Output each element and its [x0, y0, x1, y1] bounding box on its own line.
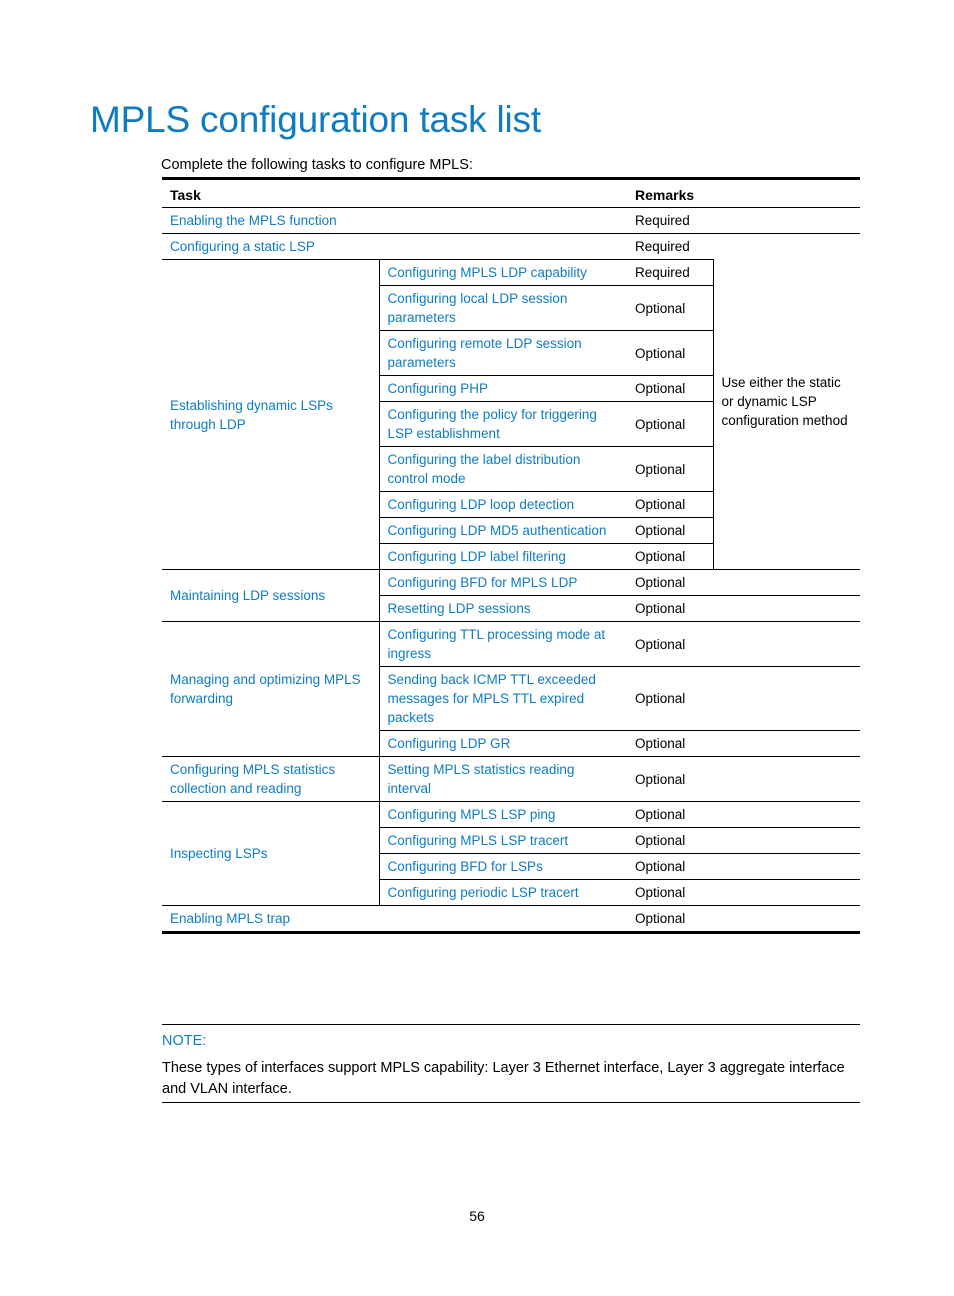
subtask-link[interactable]: Configuring BFD for LSPs — [387, 859, 543, 874]
table-row — [162, 757, 860, 802]
subtask-link[interactable]: Configuring LDP loop detection — [387, 497, 575, 512]
subtask-link[interactable]: Configuring LDP label filtering — [387, 549, 566, 564]
subtask-link[interactable]: Configuring PHP — [387, 381, 489, 396]
remark-cell: Optional — [627, 667, 713, 731]
table-row — [162, 208, 860, 234]
task-link[interactable]: Enabling MPLS trap — [170, 911, 291, 926]
subtask-cell — [379, 622, 627, 667]
subtask-cell — [379, 802, 627, 828]
remark-cell: Optional — [627, 570, 713, 596]
subtask-link[interactable]: Configuring MPLS LSP tracert — [387, 833, 569, 848]
task-group-cell — [162, 622, 379, 757]
subtask-cell — [379, 492, 627, 518]
empty-remark-cell — [713, 802, 860, 828]
subtask-link[interactable]: Sending back ICMP TTL exceeded messages for MPLS TTL expired packets — [387, 672, 596, 725]
empty-remark-cell — [713, 570, 860, 596]
task-group-cell — [162, 260, 379, 570]
table-header-row — [162, 179, 860, 208]
subtask-cell — [379, 757, 627, 802]
subtask-link[interactable]: Configuring the policy for triggering LSP establishment — [387, 407, 597, 441]
remark-cell: Optional — [627, 757, 713, 802]
subtask-cell — [379, 596, 627, 622]
remark-cell: Optional — [627, 828, 713, 854]
remark-cell: Optional — [627, 622, 713, 667]
subtask-cell — [379, 402, 627, 447]
empty-remark-cell — [713, 757, 860, 802]
subtask-cell — [379, 667, 627, 731]
task-link[interactable]: Enabling the MPLS function — [170, 213, 337, 228]
empty-remark-cell — [713, 906, 860, 933]
task-group-link[interactable]: Inspecting LSPs — [170, 846, 268, 861]
task-group-link[interactable]: Establishing dynamic LSPs through LDP — [170, 397, 333, 432]
subtask-link[interactable]: Resetting LDP sessions — [387, 601, 531, 616]
remark-cell: Required — [627, 234, 713, 260]
page-number: 56 — [469, 1208, 485, 1224]
subtask-link[interactable]: Configuring MPLS LSP ping — [387, 807, 556, 822]
task-group-cell — [162, 757, 379, 802]
subtask-cell — [379, 828, 627, 854]
page-title: MPLS configuration task list — [90, 99, 541, 140]
remark-cell: Optional — [627, 854, 713, 880]
subtask-link[interactable]: Setting MPLS statistics reading interval — [387, 762, 575, 796]
subtask-link[interactable]: Configuring MPLS LDP capability — [387, 265, 587, 280]
table-row — [162, 802, 860, 828]
empty-remark-cell — [713, 854, 860, 880]
subtask-link[interactable]: Configuring LDP GR — [387, 736, 511, 751]
subtask-cell — [379, 376, 627, 402]
task-group-link[interactable]: Configuring MPLS statistics collection and reading — [170, 762, 336, 796]
remark-cell: Optional — [627, 331, 713, 376]
empty-remark-cell — [713, 667, 860, 731]
empty-remark-cell — [713, 208, 860, 234]
remark-cell: Optional — [627, 286, 713, 331]
note-text: These types of interfaces support MPLS capability: Layer 3 Ethernet interface, Layer 3 aggregate interface and VLAN interface. — [162, 1060, 845, 1097]
remark-cell: Optional — [627, 376, 713, 402]
empty-remark-cell — [713, 880, 860, 906]
remark-cell: Optional — [627, 447, 713, 492]
note-label: NOTE: — [162, 1033, 207, 1049]
subtask-link[interactable]: Configuring LDP MD5 authentication — [387, 523, 607, 538]
task-group-cell — [162, 570, 379, 622]
subtask-link[interactable]: Configuring TTL processing mode at ingress — [387, 627, 606, 661]
subtask-cell — [379, 518, 627, 544]
header-task: Task — [162, 179, 627, 208]
task-cell — [162, 234, 627, 260]
subtask-cell — [379, 854, 627, 880]
task-group-link[interactable]: Managing and optimizing MPLS forwarding — [170, 672, 361, 706]
note-box — [162, 1024, 860, 1103]
header-remarks: Remarks — [627, 179, 860, 208]
task-cell — [162, 208, 627, 234]
empty-remark-cell — [713, 596, 860, 622]
table-row — [162, 234, 860, 260]
remark-cell: Optional — [627, 880, 713, 906]
subtask-link[interactable]: Configuring BFD for MPLS LDP — [387, 575, 578, 590]
subtask-cell — [379, 331, 627, 376]
remark-cell: Optional — [627, 544, 713, 570]
subtask-cell — [379, 544, 627, 570]
remark-cell: Optional — [627, 731, 713, 757]
remark-cell: Optional — [627, 596, 713, 622]
subtask-cell — [379, 260, 627, 286]
remark-cell: Required — [627, 260, 713, 286]
empty-remark-cell — [713, 622, 860, 667]
subtask-link[interactable]: Configuring remote LDP session parameters — [387, 336, 582, 370]
remark-cell: Optional — [627, 518, 713, 544]
subtask-cell — [379, 880, 627, 906]
remark-cell: Optional — [627, 802, 713, 828]
table-row — [162, 570, 860, 596]
task-group-cell — [162, 802, 379, 906]
task-link[interactable]: Configuring a static LSP — [170, 239, 315, 254]
intro-text: Complete the following tasks to configure MPLS: — [161, 157, 473, 173]
remark-cell: Required — [627, 208, 713, 234]
subtask-link[interactable]: Configuring the label distribution control mode — [387, 452, 581, 486]
remark-cell: Optional — [627, 906, 713, 933]
empty-remark-cell — [713, 828, 860, 854]
empty-remark-cell — [713, 731, 860, 757]
task-table — [162, 177, 860, 934]
task-cell — [162, 906, 627, 933]
table-row — [162, 906, 860, 933]
merged-remark-note: Use either the static or dynamic LSP configuration method — [713, 234, 860, 570]
task-table-body — [162, 208, 860, 933]
subtask-cell — [379, 731, 627, 757]
subtask-link[interactable]: Configuring periodic LSP tracert — [387, 885, 579, 900]
subtask-cell — [379, 447, 627, 492]
subtask-cell — [379, 286, 627, 331]
subtask-cell — [379, 570, 627, 596]
remark-cell: Optional — [627, 492, 713, 518]
task-group-link[interactable]: Maintaining LDP sessions — [170, 588, 326, 603]
subtask-link[interactable]: Configuring local LDP session parameters — [387, 291, 568, 325]
remark-cell: Optional — [627, 402, 713, 447]
table-row — [162, 622, 860, 667]
